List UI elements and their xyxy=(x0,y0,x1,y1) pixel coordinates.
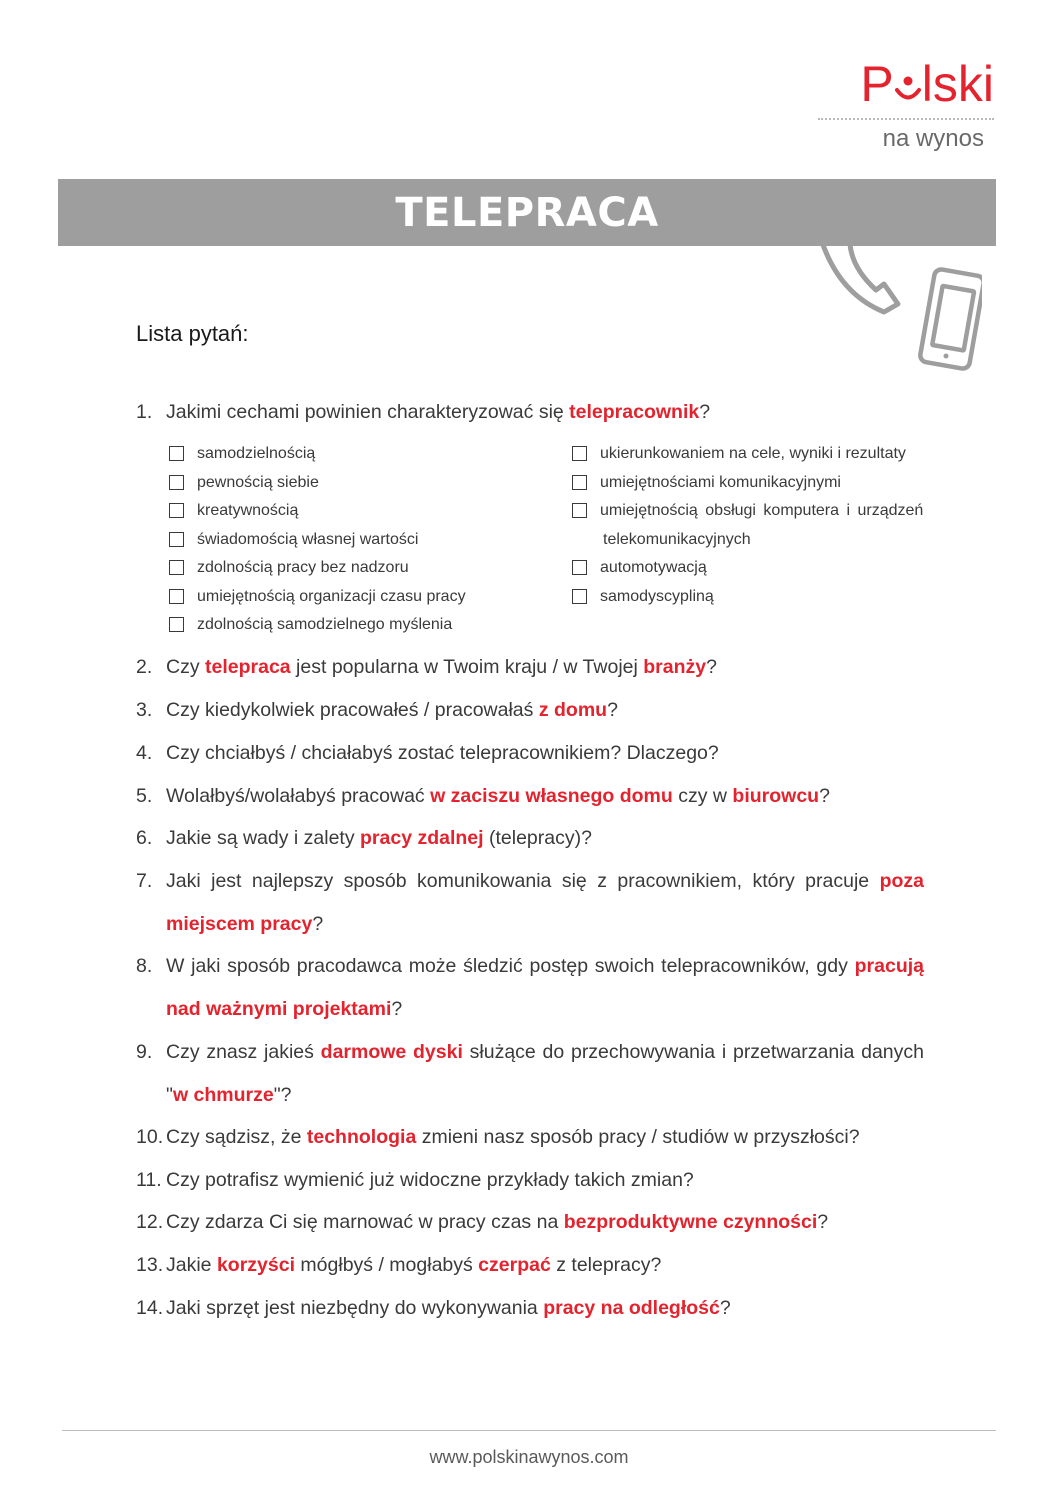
question-text: ? xyxy=(719,1297,731,1319)
option-item[interactable]: umiejętnościami komunikacyjnymi xyxy=(572,469,841,497)
logo-letter-p: P xyxy=(860,56,894,112)
telework-illustration xyxy=(812,208,982,374)
question-14: 14. Jaki sprzęt jest niezbędny do wykonywania pracy na odległość? xyxy=(136,1297,731,1319)
checkbox-icon[interactable] xyxy=(572,560,587,575)
question-text: (telepracy)? xyxy=(483,827,592,849)
question-text: ? xyxy=(391,998,403,1020)
footer-divider xyxy=(62,1430,996,1431)
question-4: 4. Czy chciałbyś / chciałabyś zostać telepracownikiem? Dlaczego? xyxy=(136,742,719,764)
question-3: 3. Czy kiedykolwiek pracowałeś / pracowałaś z domu? xyxy=(136,699,618,721)
checkbox-icon[interactable] xyxy=(169,532,184,547)
question-text: Czy sądzisz, że xyxy=(166,1126,307,1148)
option-item[interactable]: kreatywnością xyxy=(169,497,298,525)
highlighted-term: branży xyxy=(643,656,707,678)
highlighted-term: telepraca xyxy=(205,656,291,678)
footer-url[interactable]: www.polskinawynos.com xyxy=(429,1447,629,1467)
option-item[interactable]: świadomością własnej wartości xyxy=(169,526,418,554)
highlighted-term: bezproduktywne czynności xyxy=(563,1211,818,1233)
question-text: jest popularna w Twoim kraju / w Twojej xyxy=(290,656,644,678)
question-text: służące do przechowywania i przetwarzania danych " xyxy=(166,1041,924,1106)
checkbox-icon[interactable] xyxy=(572,446,587,461)
question-text: Jakie xyxy=(166,1254,217,1276)
checkbox-icon[interactable] xyxy=(169,475,184,490)
question-1: 1. Jakimi cechami powinien charakteryzować się telepracownik? xyxy=(136,401,711,423)
question-text: ? xyxy=(817,1211,829,1233)
question-text: Czy znasz jakieś xyxy=(166,1041,321,1063)
highlighted-term: telepracownik xyxy=(569,401,700,423)
list-heading: Lista pytań: xyxy=(136,321,249,346)
option-item[interactable]: pewnością siebie xyxy=(169,469,319,497)
option-item[interactable]: umiejętnością organizacji czasu pracy xyxy=(169,583,466,611)
highlighted-term: w zaciszu własnego domu xyxy=(430,785,673,807)
option-item[interactable]: samodyscypliną xyxy=(572,583,714,611)
question-text: ? xyxy=(699,401,711,423)
checkbox-icon[interactable] xyxy=(169,560,184,575)
question-text: ? xyxy=(312,913,324,935)
question-text: Czy chciałbyś / chciałabyś zostać telepracownikiem? Dlaczego? xyxy=(166,742,719,764)
question-text: Czy potrafisz wymienić już widoczne przykłady takich zmian? xyxy=(166,1169,694,1191)
question-text: Czy zdarza Ci się marnować w pracy czas na xyxy=(166,1211,564,1233)
question-text: W jaki sposób pracodawca może śledzić postęp swoich telepracowników, gdy xyxy=(166,955,855,977)
highlighted-term: czerpać xyxy=(478,1254,551,1276)
smartphone-icon xyxy=(919,268,982,369)
checkbox-icon[interactable] xyxy=(572,503,587,518)
option-item[interactable]: samodzielnością xyxy=(169,440,315,468)
option-item[interactable]: ukierunkowaniem na cele, wyniki i rezultaty xyxy=(572,440,906,468)
question-8: 8. W jaki sposób pracodawca może śledzić postęp swoich telepracowników, gdy pracują nad ważnymi projektami? xyxy=(136,955,924,1020)
page-title: TELEPRACA xyxy=(395,189,659,236)
question-text: "? xyxy=(273,1084,292,1106)
question-6: 6. Jakie są wady i zalety pracy zdalnej (telepracy)? xyxy=(136,827,592,849)
highlighted-term: biurowcu xyxy=(732,785,820,807)
question-2: 2. Czy telepraca jest popularna w Twoim kraju / w Twojej branży? xyxy=(136,656,717,678)
checkbox-icon[interactable] xyxy=(169,589,184,604)
logo xyxy=(794,58,994,154)
question-9: 9. Czy znasz jakieś darmowe dyski służące do przechowywania i przetwarzania danych "w chmurze"? xyxy=(136,1041,924,1106)
question-11: 11. Czy potrafisz wymienić już widoczne przykłady takich zmian? xyxy=(136,1169,694,1191)
question-text: ? xyxy=(607,699,618,721)
highlighted-term: darmowe dyski xyxy=(320,1041,463,1063)
checkbox-icon[interactable] xyxy=(169,617,184,632)
logo-tagline: na wynos xyxy=(882,125,984,152)
question-text: mógłbyś / mogłabyś xyxy=(295,1254,479,1276)
option-item[interactable]: zdolnością pracy bez nadzoru xyxy=(169,554,409,582)
question-text: Jaki jest najlepszy sposób komunikowania się z pracownikiem, który pracuje xyxy=(166,870,880,892)
phone-handset-icon xyxy=(822,216,898,312)
checkbox-icon[interactable] xyxy=(572,475,587,490)
option-item[interactable]: umiejętnością obsługi komputera i urządzeń xyxy=(572,497,923,525)
logo-divider xyxy=(818,118,994,120)
question-text: Jakie są wady i zalety xyxy=(166,827,361,849)
option-item[interactable]: automotywacją xyxy=(572,554,707,582)
question-text: ? xyxy=(819,785,830,807)
option-item[interactable]: zdolnością samodzielnego myślenia xyxy=(169,611,452,639)
highlighted-term: pracy na odległość xyxy=(543,1297,720,1319)
logo-smile-icon xyxy=(895,60,921,90)
highlighted-term: pracy zdalnej xyxy=(360,827,484,849)
question-text: Czy xyxy=(166,656,205,678)
option-item-continuation: telekomunikacyjnych xyxy=(603,531,751,548)
highlighted-term: z domu xyxy=(538,699,608,721)
highlighted-term: pracują nad ważnymi projektami xyxy=(166,955,924,1020)
question-10: 10. Czy sądzisz, że technologia zmieni nasz sposób pracy / studiów w przyszłości? xyxy=(136,1126,860,1148)
highlighted-term: w chmurze xyxy=(172,1084,274,1106)
question-text: czy w xyxy=(672,785,733,807)
question-13: 13. Jakie korzyści mógłbyś / mogłabyś czerpać z telepracy? xyxy=(136,1254,662,1276)
highlighted-term: poza miejscem pracy xyxy=(166,870,924,935)
question-text: ? xyxy=(706,656,717,678)
question-text: z telepracy? xyxy=(550,1254,662,1276)
question-text: Wolałbyś/wolałabyś pracować xyxy=(166,785,431,807)
question-text: zmieni nasz sposób pracy / studiów w przyszłości? xyxy=(416,1126,860,1148)
question-5: 5. Wolałbyś/wolałabyś pracować w zaciszu własnego domu czy w biurowcu? xyxy=(136,785,830,807)
question-text: Jaki sprzęt jest niezbędny do wykonywania xyxy=(166,1297,544,1319)
question-text: Jakimi cechami powinien charakteryzować się xyxy=(166,401,570,423)
highlighted-term: technologia xyxy=(306,1126,417,1148)
logo-letters: lski xyxy=(921,56,994,112)
checkbox-icon[interactable] xyxy=(169,446,184,461)
question-text: Czy kiedykolwiek pracowałeś / pracowałaś xyxy=(166,699,539,721)
question-7: 7. Jaki jest najlepszy sposób komunikowania się z pracownikiem, który pracuje poza miejscem pracy? xyxy=(136,870,924,935)
highlighted-term: korzyści xyxy=(216,1254,296,1276)
question-12: 12. Czy zdarza Ci się marnować w pracy czas na bezproduktywne czynności? xyxy=(136,1211,829,1233)
logo-wordmark xyxy=(794,58,994,110)
checkbox-icon[interactable] xyxy=(169,503,184,518)
checkbox-icon[interactable] xyxy=(572,589,587,604)
